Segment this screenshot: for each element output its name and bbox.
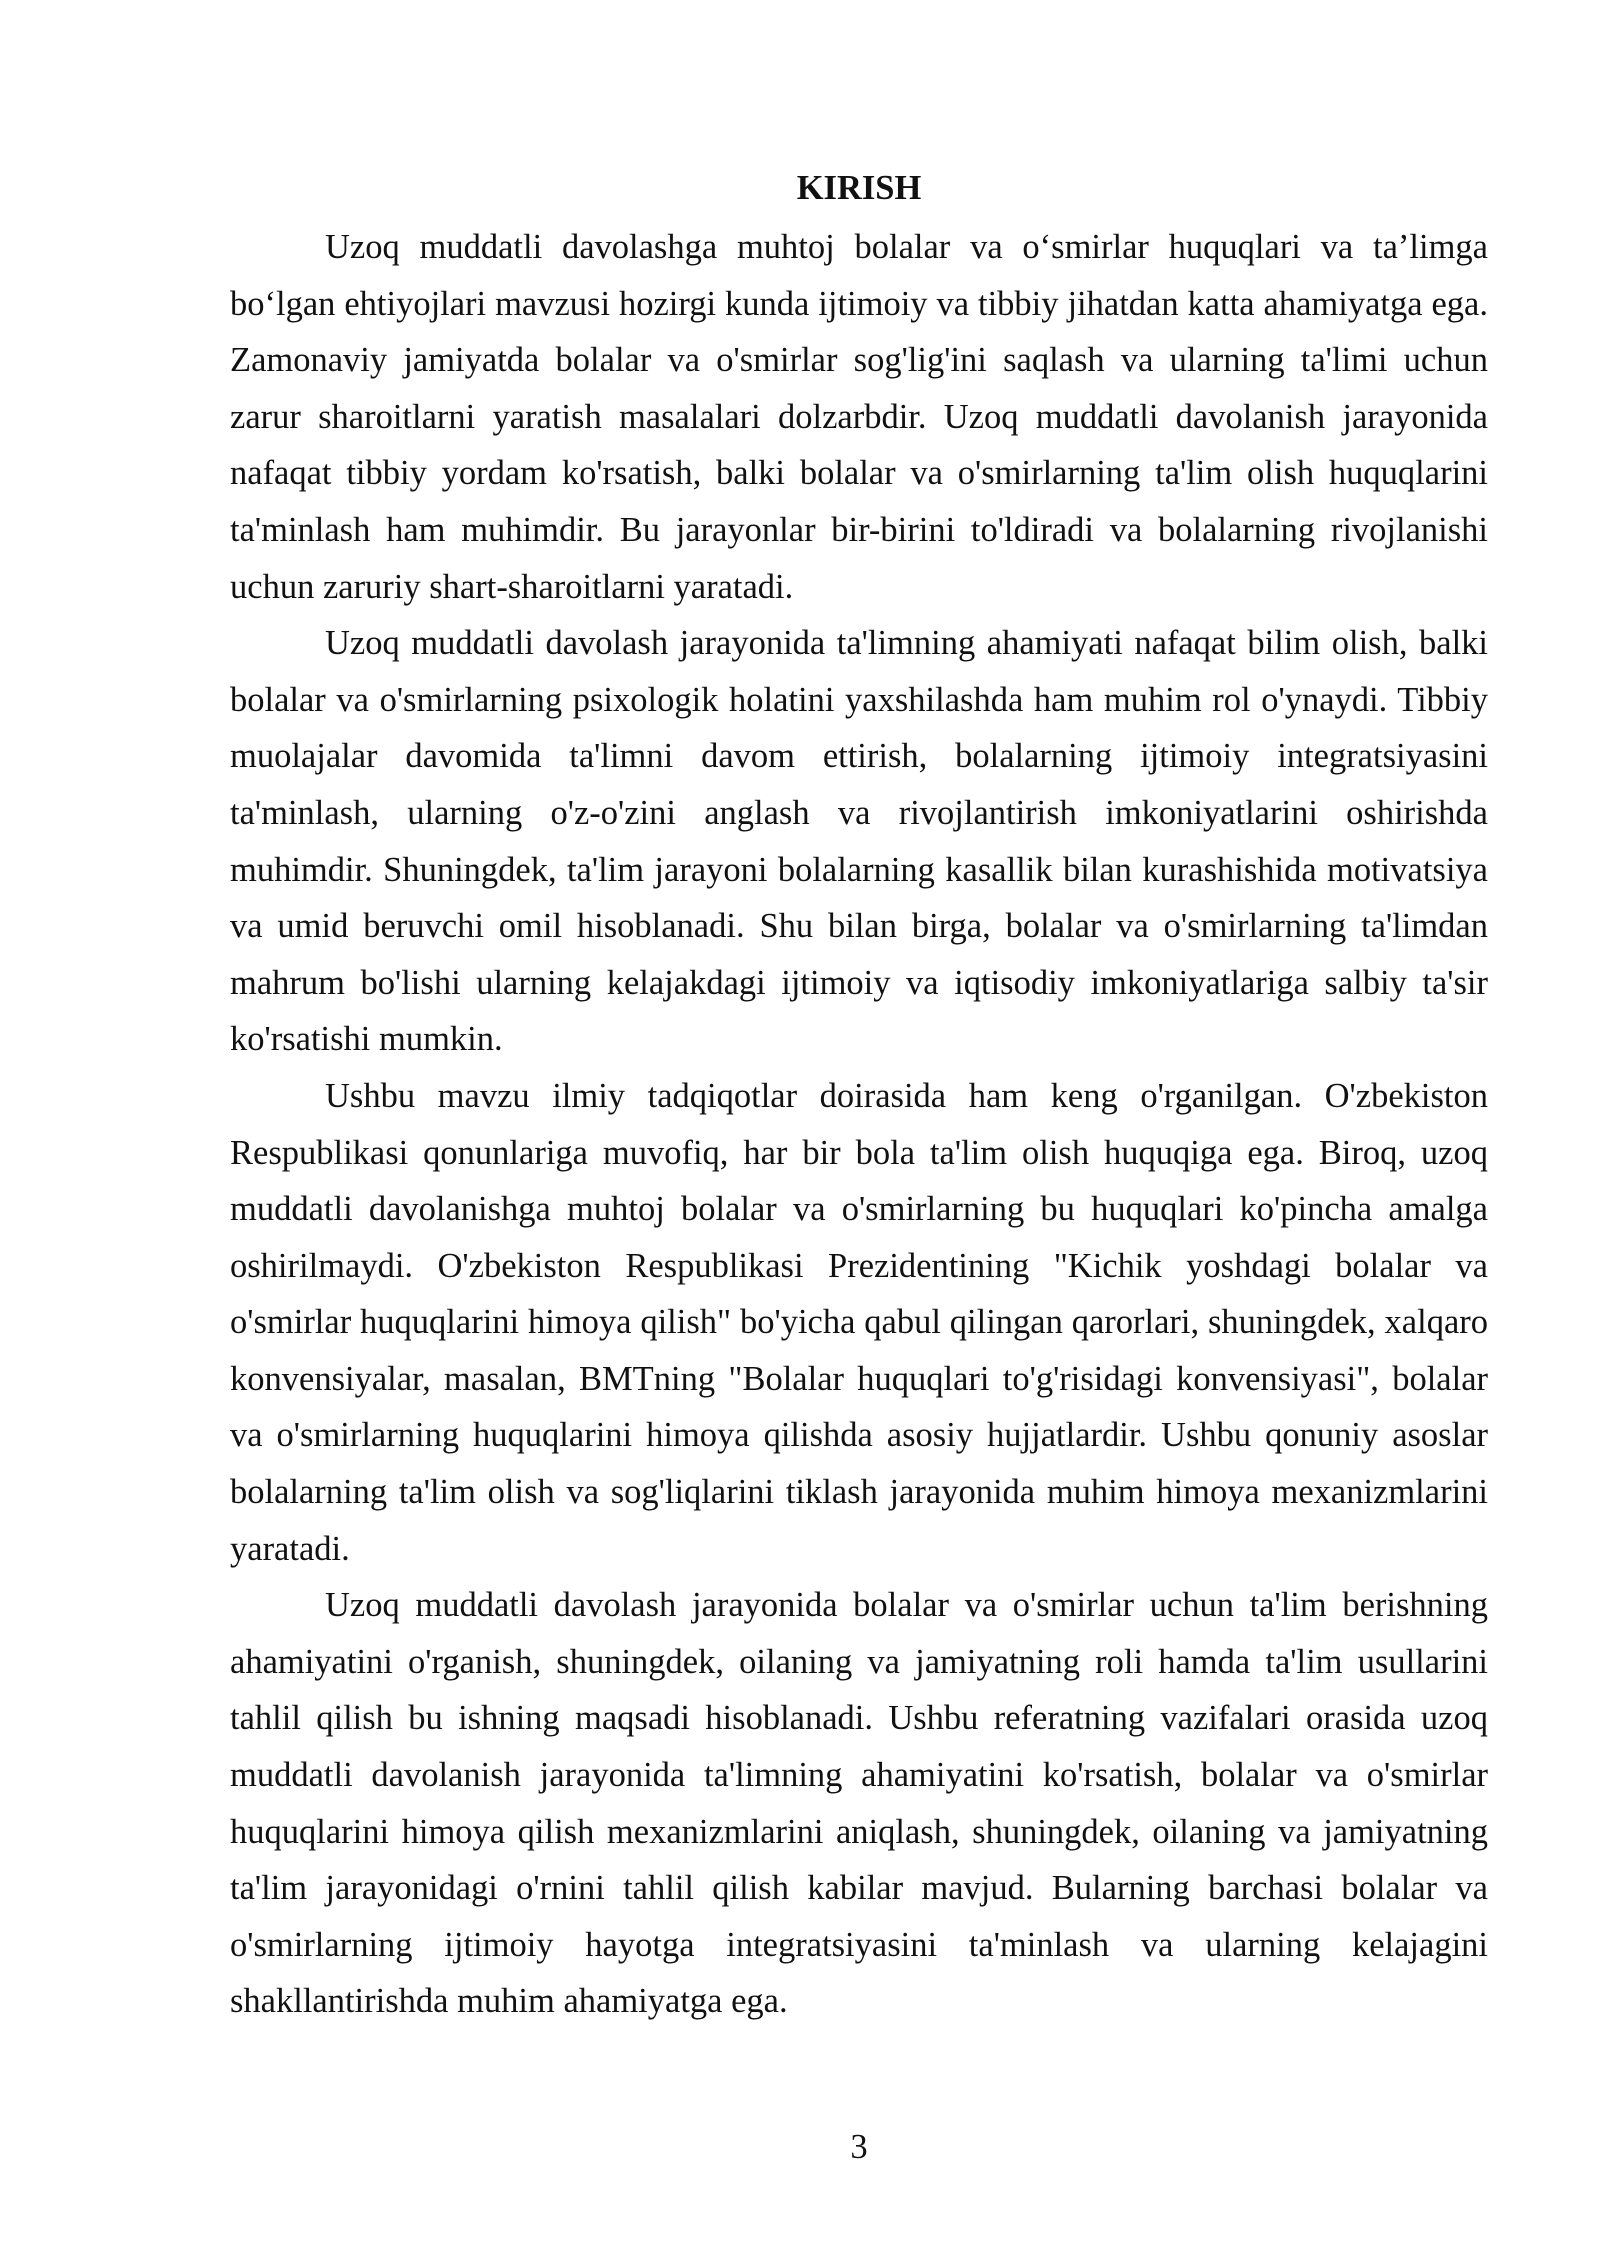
paragraph-4: Uzoq muddatli davolash jarayonida bolalar va o'smirlar uchun ta'lim berishning ahamiyatini o'rganish, shuningdek, oilaning va jamiyatning roli hamda ta'lim usullarini tahlil qilish bu ishning maqsadi hisoblanadi. Ushbu referatning vazifalari orasida uzoq muddatli davolanish jarayonida ta'limning ahamiyatini ko'rsatish, bolalar va o'smirlar huquqlarini himoya qilish mexanizmlarini aniqlash, shuningdek, oilaning va jamiyatning ta'lim jarayonidagi o'rnini tahlil qilish kabilar mavjud. Bularning barchasi bolalar va o'smirlarning ijtimoiy hayotga integratsiyasini ta'minlash va ularning kelajagini shakllantirishda muhim ahamiyatga ega.: [230, 1586, 1488, 2021]
paragraph-2: Uzoq muddatli davolash jarayonida ta'limning ahamiyati nafaqat bilim olish, balki bolalar va o'smirlarning psixologik holatini yaxshilashda ham muhim rol o'ynaydi. Tibbiy muolajalar davomida ta'limni davom ettirish, bolalarning ijtimoiy integratsiyasini ta'minlash, ularning o'z-o'zini anglash va rivojlantirish imkoniyatlarini oshirishda muhimdir. Shuningdek, ta'lim jarayoni bolalarning kasallik bilan kurashishida motivatsiya va umid beruvchi omil hisoblanadi. Shu bilan birga, bolalar va o'smirlarning ta'limdan mahrum bo'lishi ularning kelajakdagi ijtimoiy va iqtisodiy imkoniyatlariga salbiy ta'sir ko'rsatishi mumkin.: [230, 624, 1488, 1059]
page-content: [230, 160, 1488, 2030]
page-number: 3: [850, 2128, 868, 2166]
section-heading: KIRISH: [796, 169, 922, 207]
paragraph-3: Ushbu mavzu ilmiy tadqiqotlar doirasida ham keng o'rganilgan. O'zbekiston Respublikasi qonunlariga muvofiq, har bir bola ta'lim olish huquqiga ega. Biroq, uzoq muddatli davolanishga muhtoj bolalar va o'smirlarning bu huquqlari ko'pincha amalga oshirilmaydi. O'zbekiston Respublikasi Prezidentining "Kichik yoshdagi bolalar va o'smirlar huquqlarini himoya qilish" bo'yicha qabul qilingan qarorlari, shuningdek, xalqaro konvensiyalar, masalan, BMTning "Bolalar huquqlari to'g'risidagi konvensiyasi", bolalar va o'smirlarning huquqlarini himoya qilishda asosiy hujjatlardir. Ushbu qonuniy asoslar bolalarning ta'lim olish va sog'liqlarini tiklash jarayonida muhim himoya mexanizmlarini yaratadi.: [230, 1076, 1488, 1568]
paragraph-1: Uzoq muddatli davolashga muhtoj bolalar va o‘smirlar huquqlari va ta’limga bo‘lgan ehtiyojlari mavzusi hozirgi kunda ijtimoiy va tibbiy jihatdan katta ahamiyatga ega. Zamonaviy jamiyatda bolalar va o'smirlar sog'lig'ini saqlash va ularning ta'limi uchun zarur sharoitlarni yaratish masalalari dolzarbdir. Uzoq muddatli davolanish jarayonida nafaqat tibbiy yordam ko'rsatish, balki bolalar va o'smirlarning ta'lim olish huquqlarini ta'minlash ham muhimdir. Bu jarayonlar bir-birini to'ldiradi va bolalarning rivojlanishi uchun zaruriy shart-sharoitlarni yaratadi.: [230, 228, 1488, 606]
